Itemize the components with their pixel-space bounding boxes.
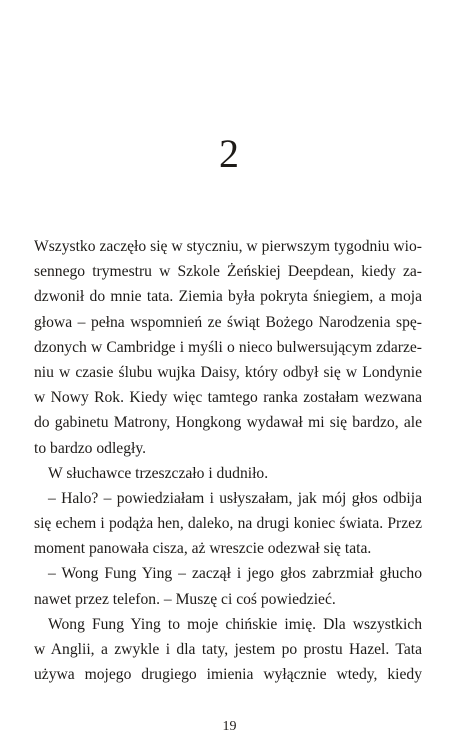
text-line: niu w czasie ślubu wujka Daisy, który odbył się w Londynie xyxy=(34,363,422,381)
text-line: W słuchawce trzeszczało i dudniło. xyxy=(48,464,269,482)
text-line: się echem i podąża hen, daleko, na drugi koniec świata. Przez xyxy=(34,515,422,533)
text-line: w Anglii, a zwykle i dla taty, jestem po prostu Hazel. Tata xyxy=(34,641,422,658)
text-line: to bardzo odległy. xyxy=(34,439,147,457)
text-line: nawet przez telefon. – Muszę ci coś powiedzieć. xyxy=(34,590,336,608)
chapter-number: 2 xyxy=(219,131,240,176)
text-line: sennego trymestru w Szkole Żeńskiej Deepdean, kiedy za- xyxy=(34,263,422,281)
text-line: używa mojego drugiego imienia wyłącznie wtedy, kiedy xyxy=(34,666,422,684)
text-line: głowa – pełna wspomnień ze świąt Bożego Narodzenia spę- xyxy=(34,313,422,331)
text-line: – Halo? – powiedziałam i usłyszałam, jak mój głos odbija xyxy=(48,489,422,507)
text-line: dzonych w Cambridge i myśli o nieco bulwersującym zdarze- xyxy=(34,338,422,356)
text-line: dzwonił do mnie tata. Ziemia była pokryta śniegiem, a moja xyxy=(34,288,422,306)
text-line: w Nowy Rok. Kiedy więc tamtego ranka zostałam wezwana xyxy=(34,389,422,407)
text-line: moment panowała cisza, aż wreszcie odezwał się tata. xyxy=(34,540,372,558)
text-line: Wszystko zaczęło się w styczniu, w pierwszym tygodniu wio- xyxy=(34,238,422,255)
body-text xyxy=(34,234,422,687)
text-line: do gabinetu Matrony, Hongkong wydawał mi się bardzo, ale xyxy=(34,414,422,432)
text-line: – Wong Fung Ying – zaczął i jego głos zabrzmiał głucho xyxy=(48,565,422,583)
text-line: Wong Fung Ying to moje chińskie imię. Dla wszystkich xyxy=(48,615,422,633)
page-number: 19 xyxy=(222,719,237,734)
